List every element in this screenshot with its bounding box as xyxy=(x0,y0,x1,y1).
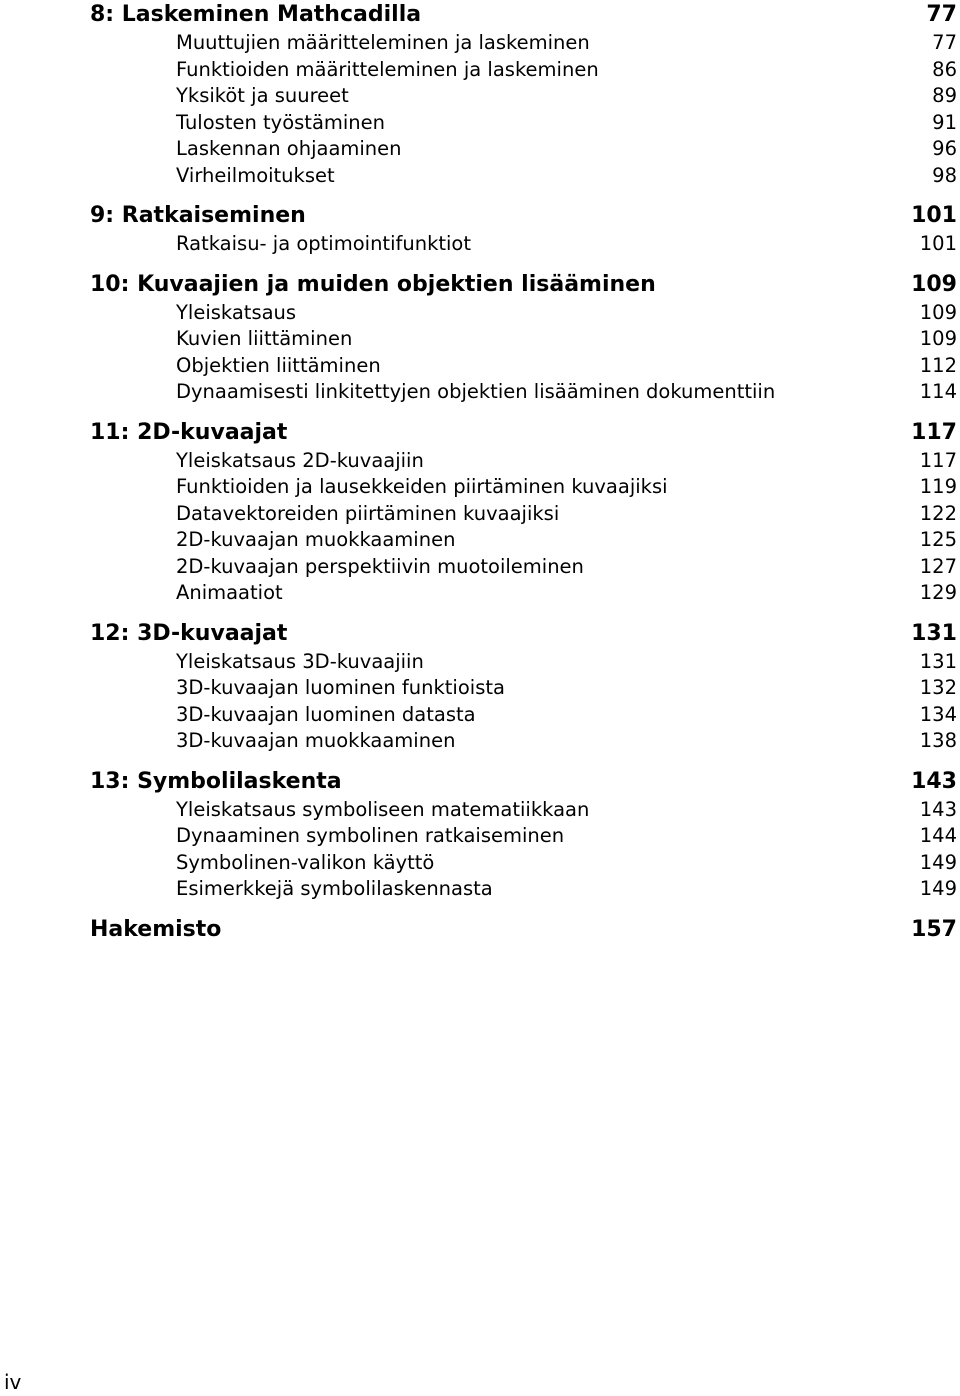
toc-entry-row[interactable] xyxy=(0,527,960,554)
toc-entry-page: 109 xyxy=(919,327,957,350)
toc-entry-title: Funktioiden määritteleminen ja laskeminen xyxy=(176,57,599,81)
toc-entry-title: Yksiköt ja suureet xyxy=(176,84,349,107)
toc-entry-row[interactable] xyxy=(0,57,960,84)
toc-chapter-title: 8: Laskeminen Mathcadilla xyxy=(90,2,422,27)
toc-chapter xyxy=(0,619,960,755)
toc-entry-row[interactable] xyxy=(0,823,960,850)
chapter-spacer xyxy=(0,607,960,619)
toc-chapter-page: 101 xyxy=(911,203,957,228)
toc-entry-page: 89 xyxy=(932,84,957,107)
toc-entry-title: Yleiskatsaus symboliseen matematiikkaan xyxy=(176,797,590,821)
toc-chapter xyxy=(0,270,960,406)
toc-entry-page: 122 xyxy=(919,501,957,525)
toc-entry-page: 119 xyxy=(919,475,957,498)
toc-chapter-row[interactable] xyxy=(0,915,960,945)
toc-entry-page: 129 xyxy=(919,581,957,604)
toc-entry-title: Yleiskatsaus xyxy=(176,300,297,324)
toc-chapter-row[interactable] xyxy=(0,418,960,448)
toc-entry-title: Kuvien liittäminen xyxy=(176,327,353,350)
toc-entry-page: 117 xyxy=(919,448,957,472)
toc-entry-row[interactable] xyxy=(0,326,960,353)
toc-entry-page: 127 xyxy=(919,554,957,578)
toc-chapter-title: Hakemisto xyxy=(90,916,222,942)
toc-entry-page: 138 xyxy=(919,729,957,752)
toc-entry-title: Funktioiden ja lausekkeiden piirtäminen kuvaajiksi xyxy=(176,475,668,498)
toc-entry-title: Esimerkkejä symbolilaskennasta xyxy=(176,877,493,900)
toc-entry-row[interactable] xyxy=(0,728,960,755)
toc-chapter-row[interactable] xyxy=(0,767,960,797)
toc-entry-row[interactable] xyxy=(0,474,960,501)
toc-entry-title: Virheilmoitukset xyxy=(176,163,335,187)
toc-entry-title: 2D-kuvaajan perspektiivin muotoileminen xyxy=(176,554,584,578)
toc-chapter-page: 143 xyxy=(911,768,957,794)
toc-entry-title: Yleiskatsaus 3D-kuvaajiin xyxy=(176,649,424,673)
toc-chapter-row[interactable] xyxy=(0,0,960,30)
toc-entry-page: 86 xyxy=(932,57,957,81)
toc-entry-title: Tulosten työstäminen xyxy=(176,110,386,134)
toc-entry-row[interactable] xyxy=(0,136,960,163)
toc-entry-title: Animaatiot xyxy=(176,581,283,604)
toc-entry-title: 3D-kuvaajan luominen datasta xyxy=(176,702,476,726)
toc-chapter-title: 12: 3D-kuvaajat xyxy=(90,620,288,646)
toc-chapter-title: 9: Ratkaiseminen xyxy=(90,203,306,228)
toc-entry-page: 96 xyxy=(932,137,957,160)
toc-entry-row[interactable] xyxy=(0,231,960,258)
toc-entry-page: 134 xyxy=(919,702,957,726)
toc-chapter-page: 109 xyxy=(911,271,957,297)
toc-entry-title: Symbolinen-valikon käyttö xyxy=(176,850,435,874)
toc-entry-row[interactable] xyxy=(0,580,960,607)
toc-entry-title: 2D-kuvaajan muokkaaminen xyxy=(176,528,456,551)
toc-chapter xyxy=(0,915,960,945)
toc-entry-row[interactable] xyxy=(0,675,960,702)
toc-entry-row[interactable] xyxy=(0,83,960,110)
toc-chapter-row[interactable] xyxy=(0,619,960,649)
toc-entry-page: 132 xyxy=(919,676,957,699)
toc-entry-page: 149 xyxy=(919,877,957,900)
toc-entry-row[interactable] xyxy=(0,554,960,581)
toc-entry-row[interactable] xyxy=(0,379,960,406)
chapter-spacer xyxy=(0,903,960,915)
toc-entry-row[interactable] xyxy=(0,797,960,824)
toc-entry-title: Dynaamisesti linkitettyjen objektien lisääminen dokumenttiin xyxy=(176,380,776,403)
toc-entry-page: 101 xyxy=(919,232,957,255)
toc-entry-page: 149 xyxy=(919,850,957,874)
toc-entry-row[interactable] xyxy=(0,448,960,475)
chapter-spacer xyxy=(0,755,960,767)
page-number: iv xyxy=(4,1370,22,1394)
toc-entry-title: Yleiskatsaus 2D-kuvaajiin xyxy=(176,448,424,472)
toc-entry-row[interactable] xyxy=(0,163,960,190)
toc-chapter-title: 10: Kuvaajien ja muiden objektien lisääminen xyxy=(90,271,656,297)
toc-entry-row[interactable] xyxy=(0,876,960,903)
toc-entry-row[interactable] xyxy=(0,353,960,380)
toc-entry-row[interactable] xyxy=(0,702,960,729)
toc-entry-title: Ratkaisu- ja optimointifunktiot xyxy=(176,232,472,255)
toc-chapter-row[interactable] xyxy=(0,270,960,300)
toc-entry-title: Laskennan ohjaaminen xyxy=(176,137,402,160)
toc-entry-page: 98 xyxy=(932,163,957,187)
toc-chapter xyxy=(0,418,960,607)
chapter-spacer xyxy=(0,189,960,201)
toc-entry-page: 109 xyxy=(919,300,957,324)
toc-entry-row[interactable] xyxy=(0,30,960,57)
toc-entry-title: 3D-kuvaajan muokkaaminen xyxy=(176,729,456,752)
toc-entry-page: 143 xyxy=(919,797,957,821)
toc-chapter-row[interactable] xyxy=(0,201,960,231)
toc-entry-page: 144 xyxy=(919,824,957,847)
toc-chapter-page: 77 xyxy=(926,2,957,27)
toc-entry-title: Datavektoreiden piirtäminen kuvaajiksi xyxy=(176,501,560,525)
toc-entry-title: Dynaaminen symbolinen ratkaiseminen xyxy=(176,824,565,847)
toc-chapter xyxy=(0,0,960,189)
toc-entry-title: 3D-kuvaajan luominen funktioista xyxy=(176,676,505,699)
toc-chapter-page: 131 xyxy=(911,620,957,646)
toc-entry-page: 77 xyxy=(932,31,957,54)
toc-entry-row[interactable] xyxy=(0,300,960,327)
toc-entry-row[interactable] xyxy=(0,501,960,528)
toc-entry-page: 114 xyxy=(919,380,957,403)
toc-chapter-page: 117 xyxy=(911,419,957,445)
toc-chapter-title: 13: Symbolilaskenta xyxy=(90,768,342,794)
toc-entry-row[interactable] xyxy=(0,649,960,676)
toc-chapter-title: 11: 2D-kuvaajat xyxy=(90,419,288,445)
toc-entry-page: 112 xyxy=(919,353,957,377)
toc-entry-title: Objektien liittäminen xyxy=(176,353,381,377)
toc-chapter-page: 157 xyxy=(911,916,957,942)
toc-chapter xyxy=(0,201,960,258)
toc-entry-page: 131 xyxy=(919,649,957,673)
toc-entry-row[interactable] xyxy=(0,850,960,877)
toc-entry-title: Muuttujien määritteleminen ja laskeminen xyxy=(176,31,590,54)
toc-entry-row[interactable] xyxy=(0,110,960,137)
toc-entry-page: 125 xyxy=(919,528,957,551)
toc-entry-page: 91 xyxy=(932,110,957,134)
chapter-spacer xyxy=(0,258,960,270)
chapter-spacer xyxy=(0,406,960,418)
toc-chapter xyxy=(0,767,960,903)
